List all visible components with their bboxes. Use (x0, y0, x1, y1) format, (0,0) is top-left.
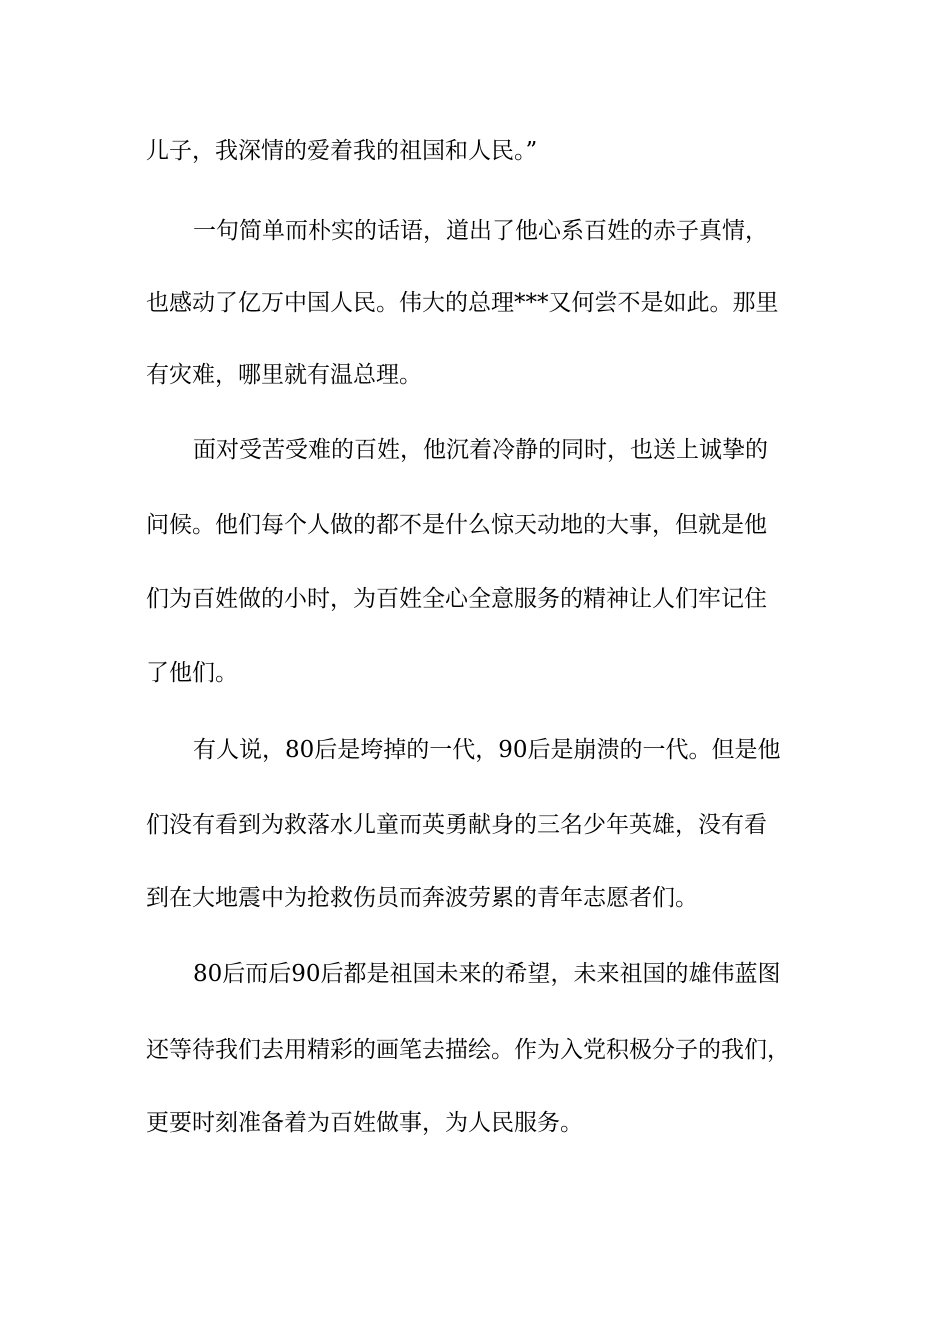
text-line: 们没有看到为救落水儿童而英勇献身的三名少年英雄，没有看 (146, 812, 767, 838)
text-line: 了他们。 (146, 660, 238, 686)
text-line: 有灾难，哪里就有温总理。 (146, 362, 422, 388)
paragraph-first-line: 一句简单而朴实的话语，道出了他心系百姓的赤子真情， (193, 218, 768, 244)
text-line: 到在大地震中为抢救伤员而奔波劳累的青年志愿者们。 (146, 885, 698, 911)
paragraph-first-line: 80后而后90后都是祖国未来的希望，未来祖国的雄伟蓝图 (193, 961, 781, 987)
text-line: 们为百姓做的小时，为百姓全心全意服务的精神让人们牢记住 (146, 586, 767, 612)
paragraph-first-line: 面对受苦受难的百姓，他沉着冷静的同时，也送上诚挚的 (193, 437, 768, 463)
text-line: 问候。他们每个人做的都不是什么惊天动地的大事，但就是他 (146, 512, 767, 538)
text-line: 更要时刻准备着为百姓做事，为人民服务。 (146, 1110, 583, 1136)
text-line: 儿子，我深情的爱着我的祖国和人民。” (146, 138, 538, 164)
text-line: 也感动了亿万中国人民。伟大的总理***又何尝不是如此。那里 (146, 290, 779, 316)
paragraph-first-line: 有人说，80后是垮掉的一代，90后是崩溃的一代。但是他 (193, 737, 781, 763)
text-line: 还等待我们去用精彩的画笔去描绘。作为入党积极分子的我们， (146, 1037, 790, 1063)
